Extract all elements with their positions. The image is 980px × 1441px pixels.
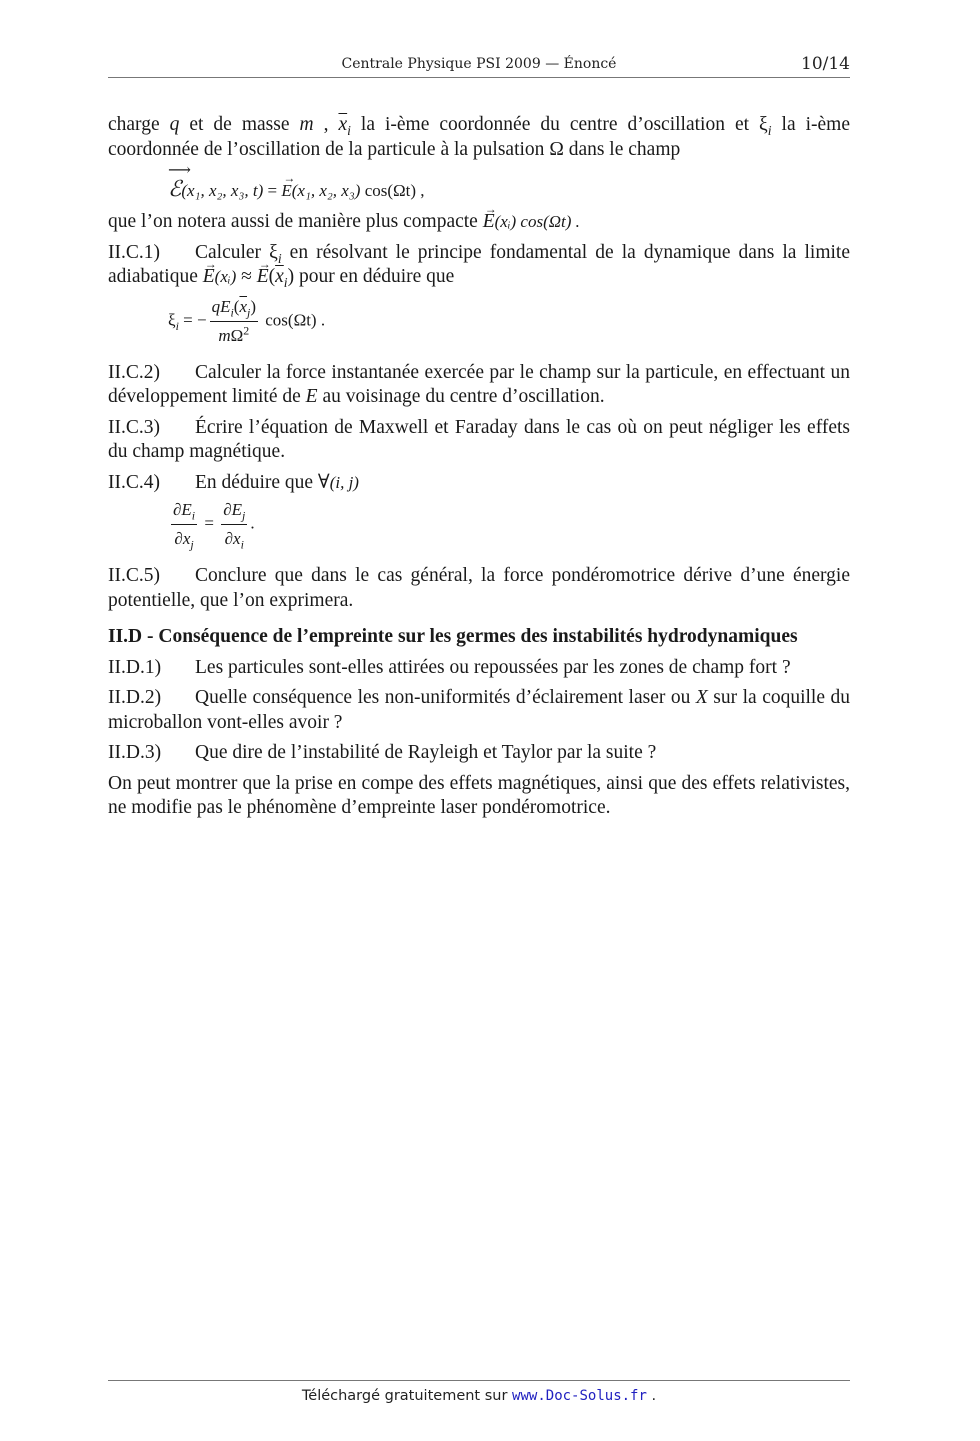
text: sur la coquille du microballon vont-elles avoir ?: [108, 687, 850, 733]
text: dans le champ: [563, 138, 681, 160]
math-script-e: ⟶ ℰ: [168, 176, 181, 202]
equation-field: [108, 176, 850, 204]
math-xbar: $\overline{x}$: [239, 296, 248, 316]
question-label: II.C.2): [108, 361, 160, 383]
math-args: (xᵢ): [214, 267, 237, 286]
math-sub-i: i: [767, 122, 772, 138]
math-vec-e: → E: [203, 265, 215, 290]
page-footer: [108, 1388, 850, 1404]
math-equals: = −: [178, 309, 207, 329]
math-fraction: [171, 497, 197, 552]
math-forall: ∀: [317, 471, 330, 493]
math-xbar: $\overline{x}$: [338, 114, 348, 135]
closing-paragraph: On peut montrer que la prise en compe des effets magnétiques, ainsi que des effets relativistes, ne modifie pas le phénomène d’empreinte laser pondéromotrice.: [108, 772, 850, 818]
math-xi: ξ: [759, 114, 768, 135]
math-m: m: [218, 325, 231, 345]
text: que l’on notera aussi de manière plus compacte: [108, 211, 483, 232]
question-c1: [108, 241, 850, 290]
math-args: (x₁, x₂, x₃): [291, 181, 361, 200]
text: Écrire l’équation de Maxwell et Faraday dans le cas où on peut négliger les effets du champ magnétique.: [108, 416, 850, 462]
math-equals: =: [263, 181, 282, 200]
math-xbar: $\overline{x}$: [275, 266, 284, 287]
math-xi: ξ: [269, 241, 278, 263]
question-label: II.D.2): [108, 687, 162, 708]
section-heading: II.D - Conséquence de l’empreinte sur les germes des instabilités hydrodynamiques: [108, 626, 798, 647]
math-power: 2: [243, 322, 250, 337]
text: la i-ème coordonnée de l’oscillation de la particule à la pulsation: [108, 114, 850, 160]
math-num: ∂E: [223, 500, 242, 519]
intro-paragraph: [108, 113, 850, 162]
text: ,: [313, 114, 339, 135]
question-c2: [108, 361, 850, 410]
math-args: (i, j): [329, 472, 359, 492]
math-vec-e: → E: [281, 178, 291, 204]
math-fraction: [221, 497, 247, 552]
question-label: II.D.1): [108, 656, 162, 678]
footer-text: Téléchargé gratuitement sur: [301, 1388, 513, 1404]
math-paren: ): [287, 266, 295, 287]
math-approx: ≈: [236, 266, 257, 287]
page-number: 10/14: [801, 54, 850, 74]
text: En déduire que: [195, 471, 318, 493]
question-label: II.C.3): [108, 416, 160, 438]
text: et de masse: [179, 114, 300, 135]
question-d3: [108, 741, 850, 766]
math-fraction: [210, 294, 258, 349]
text: la i-ème coordonnée du centre d’oscillation et: [350, 114, 760, 135]
footer-text: .: [646, 1388, 657, 1404]
text: Calculer la force instantanée exercée par le champ sur la particule, en effectuant un développement limité de: [108, 361, 850, 407]
question-c5: [108, 564, 850, 613]
math-omega: Ω: [549, 138, 564, 160]
math-cos: cos(Ωt) ,: [360, 181, 425, 200]
text: au voisinage du centre d’oscillation.: [317, 386, 605, 407]
math-sub: j: [190, 537, 194, 552]
text: pour en déduire que: [294, 266, 455, 287]
math-sub: i: [191, 508, 196, 523]
math-x: X: [695, 687, 708, 708]
footer-link[interactable]: www.Doc-Solus.fr: [512, 1388, 647, 1404]
equation-xi: [108, 294, 850, 349]
math-paren: (: [268, 266, 276, 287]
equation-curl: [108, 497, 850, 552]
math-sub: i: [230, 304, 234, 319]
question-label: II.D.3): [108, 742, 162, 763]
page-header: [108, 54, 850, 76]
footer-rule: [108, 1380, 850, 1381]
intro-compact-paragraph: [108, 210, 850, 235]
math-vec-e: → E: [257, 265, 269, 290]
math-equals: =: [200, 513, 219, 533]
text: Quelle conséquence les non-uniformités d’éclairement laser ou: [195, 687, 696, 708]
math-sub: j: [247, 304, 251, 319]
math-paren: (: [233, 296, 240, 316]
math-num: qE: [211, 296, 231, 316]
header-rule: [108, 77, 850, 78]
question-c3: [108, 416, 850, 465]
math-period: .: [250, 513, 255, 533]
math-sub: j: [242, 508, 246, 523]
math-sub: i: [240, 537, 244, 552]
document-title: Centrale Physique PSI 2009 — Énoncé: [341, 56, 617, 72]
math-q: q: [169, 114, 180, 135]
text: charge: [108, 114, 170, 135]
text: en résolvant le principe fondamental de la dynamique dans la limite adiabatique: [108, 241, 850, 287]
question-label: II.C.4): [108, 471, 160, 493]
math-sub-i: i: [175, 318, 179, 333]
question-c4: [108, 471, 850, 496]
text: Que dire de l’instabilité de Rayleigh et Taylor par la suite ?: [195, 742, 657, 763]
math-den: ∂x: [224, 529, 241, 548]
math-den: ∂x: [174, 529, 191, 548]
question-d1: [108, 656, 850, 681]
document-body: [108, 113, 850, 821]
text: Les particules sont-elles attirées ou repoussées par les zones de champ fort ?: [195, 656, 791, 678]
text: Calculer: [195, 241, 270, 263]
math-vec-e: → E: [483, 210, 495, 235]
math-m: m: [299, 114, 314, 135]
math-omega: Ω: [230, 325, 244, 345]
question-label: II.C.5): [108, 565, 160, 586]
math-e: E: [305, 386, 318, 407]
math-xi: ξ: [168, 309, 176, 329]
math-paren: ): [250, 296, 256, 316]
math-args: (xᵢ) cos(Ωt) .: [494, 212, 580, 231]
math-sub-i: i: [283, 274, 288, 290]
question-label: II.C.1): [108, 241, 160, 263]
math-args: (x₁, x₂, x₃, t): [181, 181, 264, 200]
math-num: ∂E: [173, 500, 192, 519]
math-sub-i: i: [347, 122, 351, 138]
math-cos: cos(Ωt) .: [261, 309, 326, 329]
question-d2: [108, 686, 850, 735]
math-sub-i: i: [277, 250, 282, 266]
text: Conclure que dans le cas général, la force pondéromotrice dérive d’une énergie potentielle, que l’on exprimera.: [108, 565, 850, 611]
